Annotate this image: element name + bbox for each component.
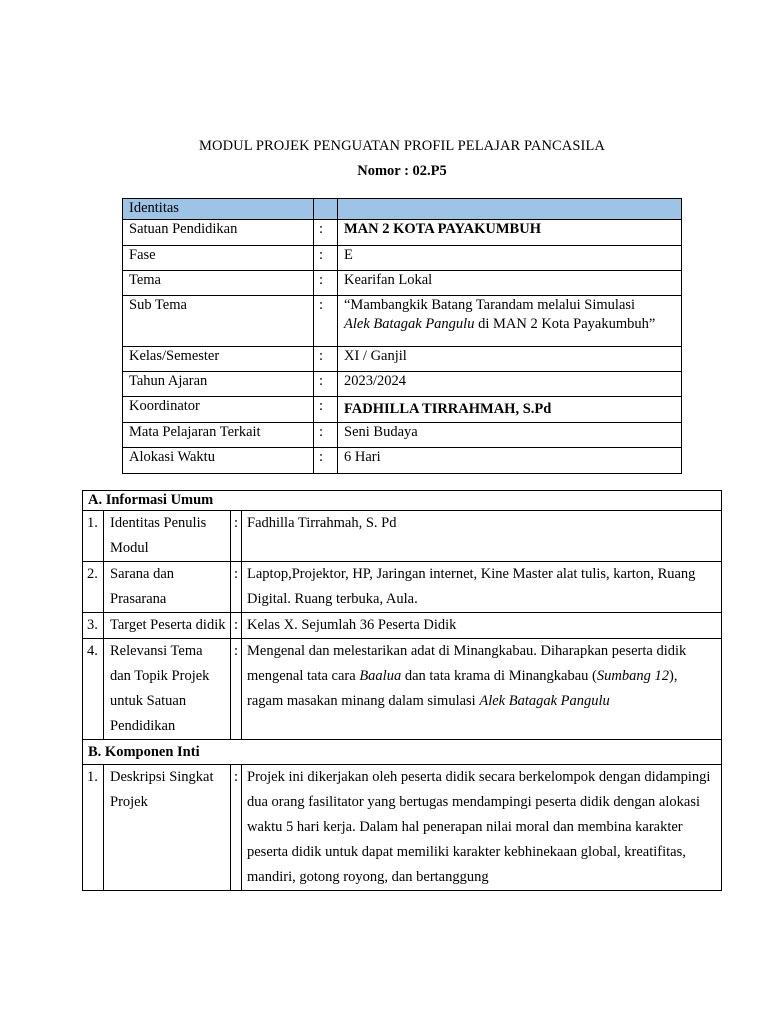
identity-value: XI / Ganjil [338,347,682,372]
identity-row [123,423,682,448]
row-separator: : [231,765,242,891]
identity-label: Alokasi Waktu [123,448,314,474]
relevansi-italic-2: Sumbang 12 [596,668,669,684]
identity-separator: : [314,271,338,296]
identity-row [123,220,682,246]
section-b-title: B. Komponen Inti [83,740,722,765]
identity-value: 6 Hari [338,448,682,474]
identity-separator: : [314,246,338,271]
row-label: Identitas Penulis Modul [104,511,231,562]
row-separator: : [231,613,242,639]
identity-table [122,198,682,474]
identity-value: MAN 2 KOTA PAYAKUMBUH [338,220,682,246]
info-row [83,562,722,613]
row-number: 2. [83,562,104,613]
row-number: 1. [83,765,104,891]
identity-header-row [123,199,682,220]
identity-separator: : [314,397,338,423]
row-value-relevansi [242,639,722,740]
info-row [83,613,722,639]
identity-value: 2023/2024 [338,372,682,397]
row-separator: : [231,639,242,740]
identity-row [123,347,682,372]
document-number: Nomor : 02.P5 [357,163,447,179]
identity-separator: : [314,220,338,246]
row-separator: : [231,511,242,562]
identity-value: E [338,246,682,271]
identity-row [123,448,682,474]
identity-label: Tahun Ajaran [123,372,314,397]
identity-label: Mata Pelajaran Terkait [123,423,314,448]
identity-label: Tema [123,271,314,296]
identity-row [123,271,682,296]
row-number: 3. [83,613,104,639]
row-number: 1. [83,511,104,562]
identity-header-value [338,199,682,220]
identity-separator: : [314,347,338,372]
row-label: Sarana dan Prasarana [104,562,231,613]
identity-header: Identitas [123,199,314,220]
relevansi-text-1: Mengenal dan melestarikan adat di Minangkabau. Diharapkan peserta didik mengenal tata cara [247,643,687,684]
identity-separator: : [314,448,338,474]
relevansi-italic-3: Alek Batagak Pangulu [479,693,610,709]
identity-value: Seni Budaya [338,423,682,448]
identity-label: Satuan Pendidikan [123,220,314,246]
identity-row [123,296,682,347]
subtema-italic: Alek Batagak Pangulu [344,316,475,332]
identity-value: FADHILLA TIRRAHMAH, S.Pd [338,397,682,423]
identity-label: Kelas/Semester [123,347,314,372]
identity-label: Koordinator [123,397,314,423]
identity-separator: : [314,372,338,397]
identity-header-sep [314,199,338,220]
section-a-row [83,491,722,511]
row-value: Projek ini dikerjakan oleh peserta didik secara berkelompok dengan didampingi dua orang fasilitator yang bertugas mendampingi peserta didik dengan alokasi waktu 5 hari kerja. Dalam hal penerapan nilai moral dan membina karakter peserta didik untuk dapat memiliki karakter kebhinekaan global, kreatifitas, mandiri, gotong royong, dan bertanggung [242,765,722,891]
info-row [83,511,722,562]
relevansi-italic-1: Baalua [359,668,402,684]
section-b-row [83,740,722,765]
core-row [83,765,722,891]
row-value: Fadhilla Tirrahmah, S. Pd [242,511,722,562]
identity-row [123,397,682,423]
identity-value: Kearifan Lokal [338,271,682,296]
identity-separator: : [314,296,338,347]
identity-value-subtema [338,296,682,347]
identity-row [123,372,682,397]
identity-separator: : [314,423,338,448]
row-separator: : [231,562,242,613]
subtema-part2: di MAN 2 Kota Payakumbuh” [474,316,656,332]
info-row [83,639,722,740]
row-number: 4. [83,639,104,740]
row-label: Target Peserta didik [104,613,231,639]
identity-label: Fase [123,246,314,271]
row-value: Laptop,Projektor, HP, Jaringan internet, Kine Master alat tulis, karton, Ruang Digital. Ruang terbuka, Aula. [242,562,722,613]
document-title: MODUL PROJEK PENGUATAN PROFIL PELAJAR PANCASILA [199,138,605,154]
relevansi-text-3: ), ragam masakan minang dalam simulasi [247,668,678,709]
module-table [82,490,722,891]
row-label: Deskripsi Singkat Projek [104,765,231,891]
section-a-title: A. Informasi Umum [83,491,722,511]
row-label: Relevansi Tema dan Topik Projek untuk Satuan Pendidikan [104,639,231,740]
relevansi-text-2: dan tata krama di Minangkabau ( [401,668,597,684]
row-value: Kelas X. Sejumlah 36 Peserta Didik [242,613,722,639]
identity-label: Sub Tema [123,296,314,347]
subtema-part1: “Mambangkik Batang Tarandam melalui Simulasi [344,297,636,313]
identity-row [123,246,682,271]
